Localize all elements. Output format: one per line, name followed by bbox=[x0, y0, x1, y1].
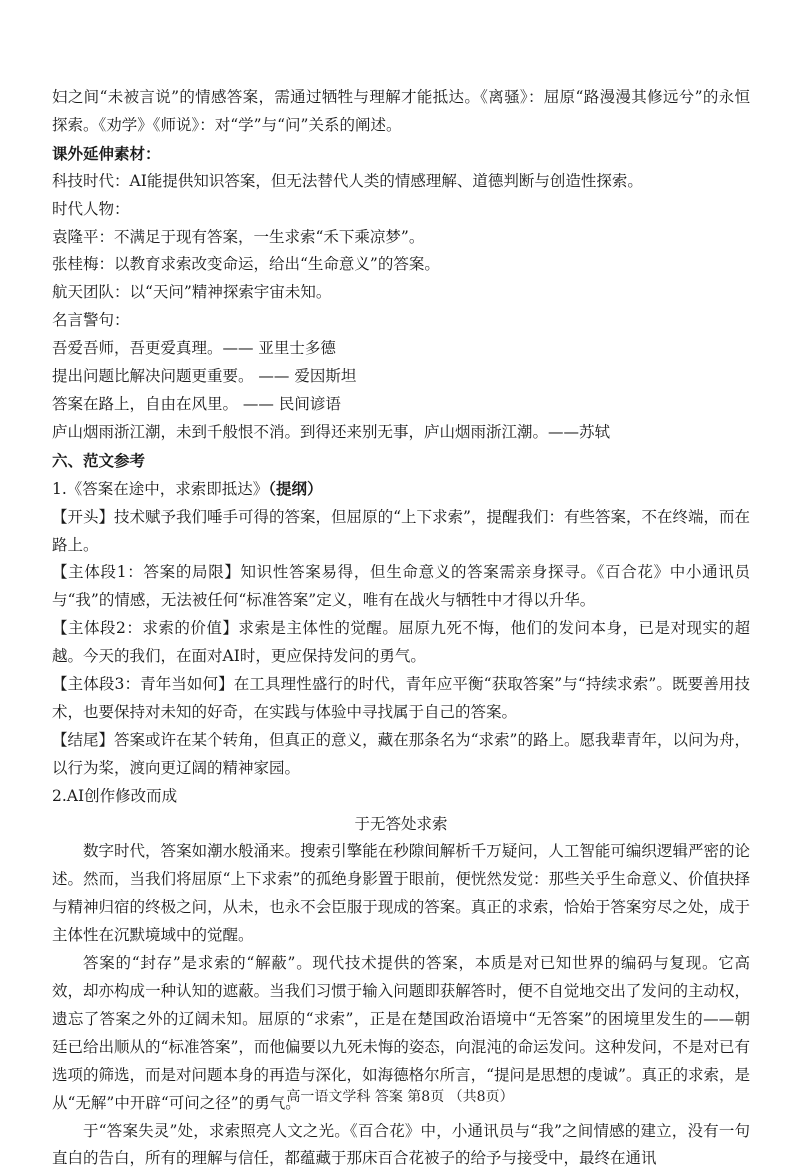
figure-item: 袁隆平：不满足于现有答案，一生求索“禾下乘凉梦”。 bbox=[52, 227, 425, 246]
figure-item: 张桂梅：以教育求索改变命运，给出“生命意义”的答案。 bbox=[52, 255, 440, 274]
essay-paragraph: 答案的“封存”是求索的“解蔽”。现代技术提供的答案，本质是对已知世界的编码与复现。它高效，却亦构成一种认知的遮蔽。当我们习惯于输入问题即获解答时，便不自觉地交出了发问的主动权，遗忘了答案之外的辽阔未知。屈原的“求索”，正是在楚国政治语境中“无答案”的困境里发生的——朝廷已给出顺从的“标准答案”，而他偏要以九死未悔的姿态，向混沌的命运发问。这种发问，不是对已有选项的筛选，而是对问题本身的再造与深化，如海德格尔所言，“提问是思想的虔诚”。真正的求索，是从“无解”中开辟“可问之径”的勇气。 bbox=[52, 954, 750, 1112]
example-title-text: 1.《答案在途中，求索即抵达》 bbox=[52, 479, 269, 498]
essay-title: 于无答处求索 bbox=[354, 814, 448, 833]
outline-ending: 【结尾】答案或许在某个转角，但真正的意义，藏在那条名为“求索”的路上。愿我辈青年，以问为舟，以行为桨，渡向更辽阔的精神家园。 bbox=[52, 730, 750, 777]
page-content bbox=[52, 84, 750, 1173]
page-footer: 高一语文学科 答案 第8页 （共8页） bbox=[286, 1089, 514, 1105]
outline-opening: 【开头】技术赋予我们唾手可得的答案，但屈原的“上下求索”，提醒我们：有些答案，不在终端，而在路上。 bbox=[52, 507, 750, 554]
example-title-2: 2.AI创作修改而成 bbox=[52, 786, 178, 805]
sub-heading-quotes: 名言警句： bbox=[52, 311, 130, 330]
sub-heading-figures: 时代人物： bbox=[52, 199, 130, 218]
outline-body-3: 【主体段3：青年当如何】在工具理性盛行的时代，青年应平衡“获取答案”与“持续求索”。既要善用技术，也要保持对未知的好奇，在实践与体验中寻找属于自己的答案。 bbox=[52, 675, 750, 721]
example-title-tag: （提纲） bbox=[268, 478, 323, 498]
quote-item: 庐山烟雨浙江潮，未到千般恨不消。到得还来别无事，庐山烟雨浙江潮。——苏轼 bbox=[52, 422, 611, 441]
paragraph-text: 科技时代：AI能提供知识答案，但无法替代人类的情感理解、道德判断与创造性探索。 bbox=[52, 171, 643, 190]
paragraph-text: 妇之间“未被言说”的情感答案，需通过牺牲与理解才能抵达。《离骚》：屈原“路漫漫其修远兮”的永恒探索。《劝学》《师说》：对“学”与“问”关系的阐述。 bbox=[52, 88, 750, 134]
outline-body-2: 【主体段2：求索的价值】求索是主体性的觉醒。屈原九死不悔，他们的发问本身，已是对现实的超越。今天的我们，在面对AI时，更应保持发问的勇气。 bbox=[52, 619, 750, 666]
quote-item: 答案在路上，自由在风里。 —— 民间谚语 bbox=[52, 394, 341, 413]
outline-body-1: 【主体段1：答案的局限】知识性答案易得，但生命意义的答案需亲身探寻。《百合花》中小通讯员与“我”的情感，无法被任何“标准答案”定义，唯有在战火与牺牲中才得以升华。 bbox=[52, 563, 750, 610]
figure-item: 航天团队：以“天问”精神探索宇宙未知。 bbox=[52, 283, 332, 302]
essay-paragraph: 于“答案失灵”处，求索照亮人文之光。《百合花》中，小通讯员与“我”之间情感的建立，没有一句直白的告白，所有的理解与信任，都蕴藏于那床百合花被子的给予与接受中，最终在通讯 bbox=[52, 1121, 750, 1168]
example-title bbox=[52, 475, 750, 504]
quote-item: 吾爱吾师，吾更爱真理。—— 亚里士多德 bbox=[52, 339, 336, 358]
quote-item: 提出问题比解决问题更重要。 —— 爱因斯坦 bbox=[52, 367, 357, 386]
section-heading-sample-essays: 六、范文参考 bbox=[52, 450, 146, 470]
essay-paragraph: 数字时代，答案如潮水般涌来。搜索引擎能在秒隙间解析千万疑问，人工智能可编织逻辑严密的论述。然而，当我们将屈原“上下求索”的孤绝身影置于眼前，便恍然发觉：那些关乎生命意义、价值抉择与精神归宿的终极之问，从未，也永不会臣服于现成的答案。真正的求索，恰始于答案穷尽之处，成于主体性在沉默境域中的觉醒。 bbox=[52, 842, 750, 945]
section-heading-extra-materials: 课外延伸素材： bbox=[52, 143, 161, 163]
